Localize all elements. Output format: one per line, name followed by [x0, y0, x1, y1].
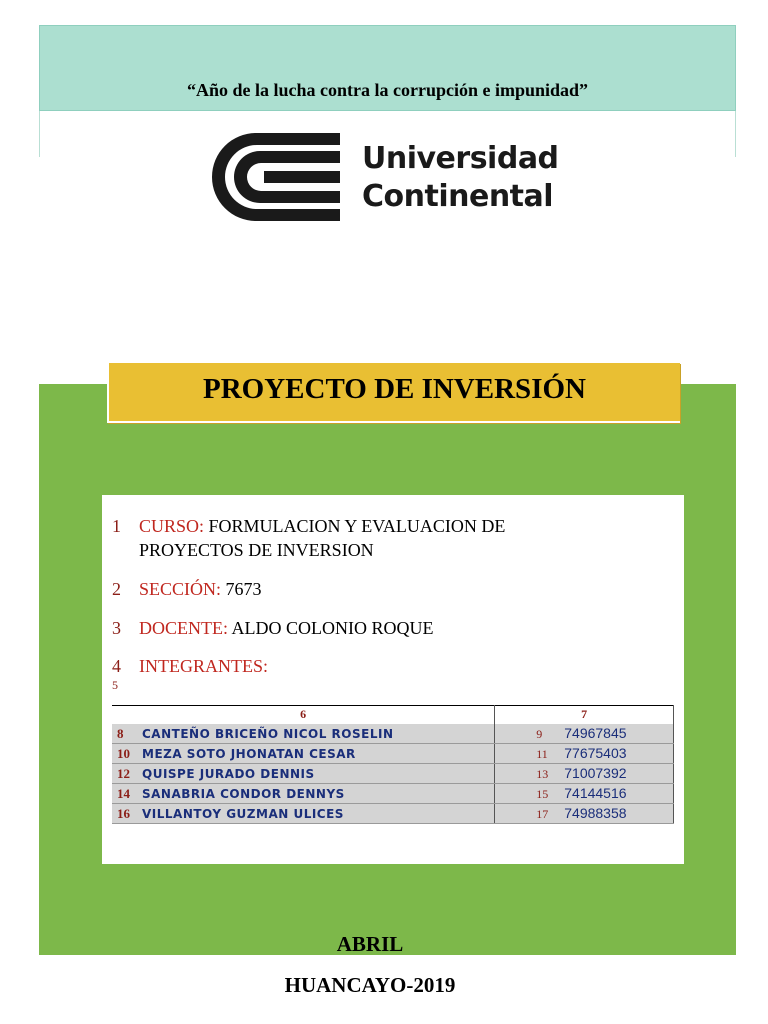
motto-text: “Año de la lucha contra la corrupción e impunidad”	[186, 80, 589, 100]
field-value-continued: PROYECTOS DE INVERSION	[139, 540, 374, 560]
table-row	[112, 744, 674, 764]
field-number: 1	[112, 516, 121, 536]
row-index: 15	[536, 786, 549, 801]
member-dni: 74967845	[564, 724, 627, 741]
member-name: SANABRIA CONDOR DENNYS	[142, 786, 345, 801]
universidad-continental-logo-icon	[210, 131, 350, 223]
field-number: 2	[112, 579, 121, 599]
member-name: MEZA SOTO JHONATAN CESAR	[142, 746, 356, 761]
member-dni: 71007392	[564, 764, 627, 781]
members-table	[112, 705, 674, 824]
frame-line-right	[735, 111, 736, 157]
row-index: 11	[536, 746, 548, 761]
field-label: SECCIÓN:	[139, 579, 222, 599]
field-value: FORMULACION Y EVALUACION DE	[208, 516, 506, 536]
line-number-5: 5	[112, 678, 118, 692]
footer-month: ABRIL	[336, 932, 404, 956]
table-row	[112, 784, 674, 804]
field-value: 7673	[225, 579, 262, 599]
member-dni: 77675403	[564, 744, 627, 761]
field-number: 3	[112, 618, 121, 638]
table-row	[112, 764, 674, 784]
header-number: 7	[495, 706, 674, 724]
row-index: 9	[536, 726, 543, 741]
member-name: CANTEÑO BRICEÑO NICOL ROSELIN	[142, 726, 394, 741]
header-number: 6	[112, 706, 495, 724]
member-dni: 74988358	[564, 804, 627, 821]
brand-line-1: Universidad	[362, 141, 559, 176]
table-row	[112, 804, 674, 824]
field-number: 4	[112, 656, 121, 676]
footer-city-year: HUANCAYO-2019	[284, 973, 456, 997]
row-index: 13	[536, 766, 549, 781]
title-box	[107, 363, 680, 423]
field-seccion	[112, 577, 262, 601]
university-name	[362, 140, 559, 216]
row-index: 14	[117, 785, 130, 801]
row-index: 12	[117, 765, 130, 781]
field-curso	[112, 514, 505, 562]
field-label: CURSO:	[139, 516, 205, 536]
member-name: VILLANTOY GUZMAN ULICES	[142, 806, 344, 821]
field-label: DOCENTE:	[139, 618, 228, 638]
field-docente	[112, 616, 434, 640]
table-row	[112, 724, 674, 744]
field-integrantes	[112, 654, 268, 678]
row-index: 17	[536, 806, 549, 821]
member-name: QUISPE JURADO DENNIS	[142, 766, 315, 781]
document-title: PROYECTO DE INVERSIÓN	[203, 373, 586, 405]
brand-line-2: Continental	[362, 179, 554, 214]
field-label: INTEGRANTES:	[139, 656, 268, 676]
field-value: ALDO COLONIO ROQUE	[231, 618, 434, 638]
frame-line-left	[39, 111, 40, 157]
table-header-row	[112, 706, 674, 724]
member-dni: 74144516	[564, 784, 627, 801]
row-index: 16	[117, 805, 130, 821]
row-index: 8	[117, 725, 124, 741]
row-index: 10	[117, 745, 130, 761]
